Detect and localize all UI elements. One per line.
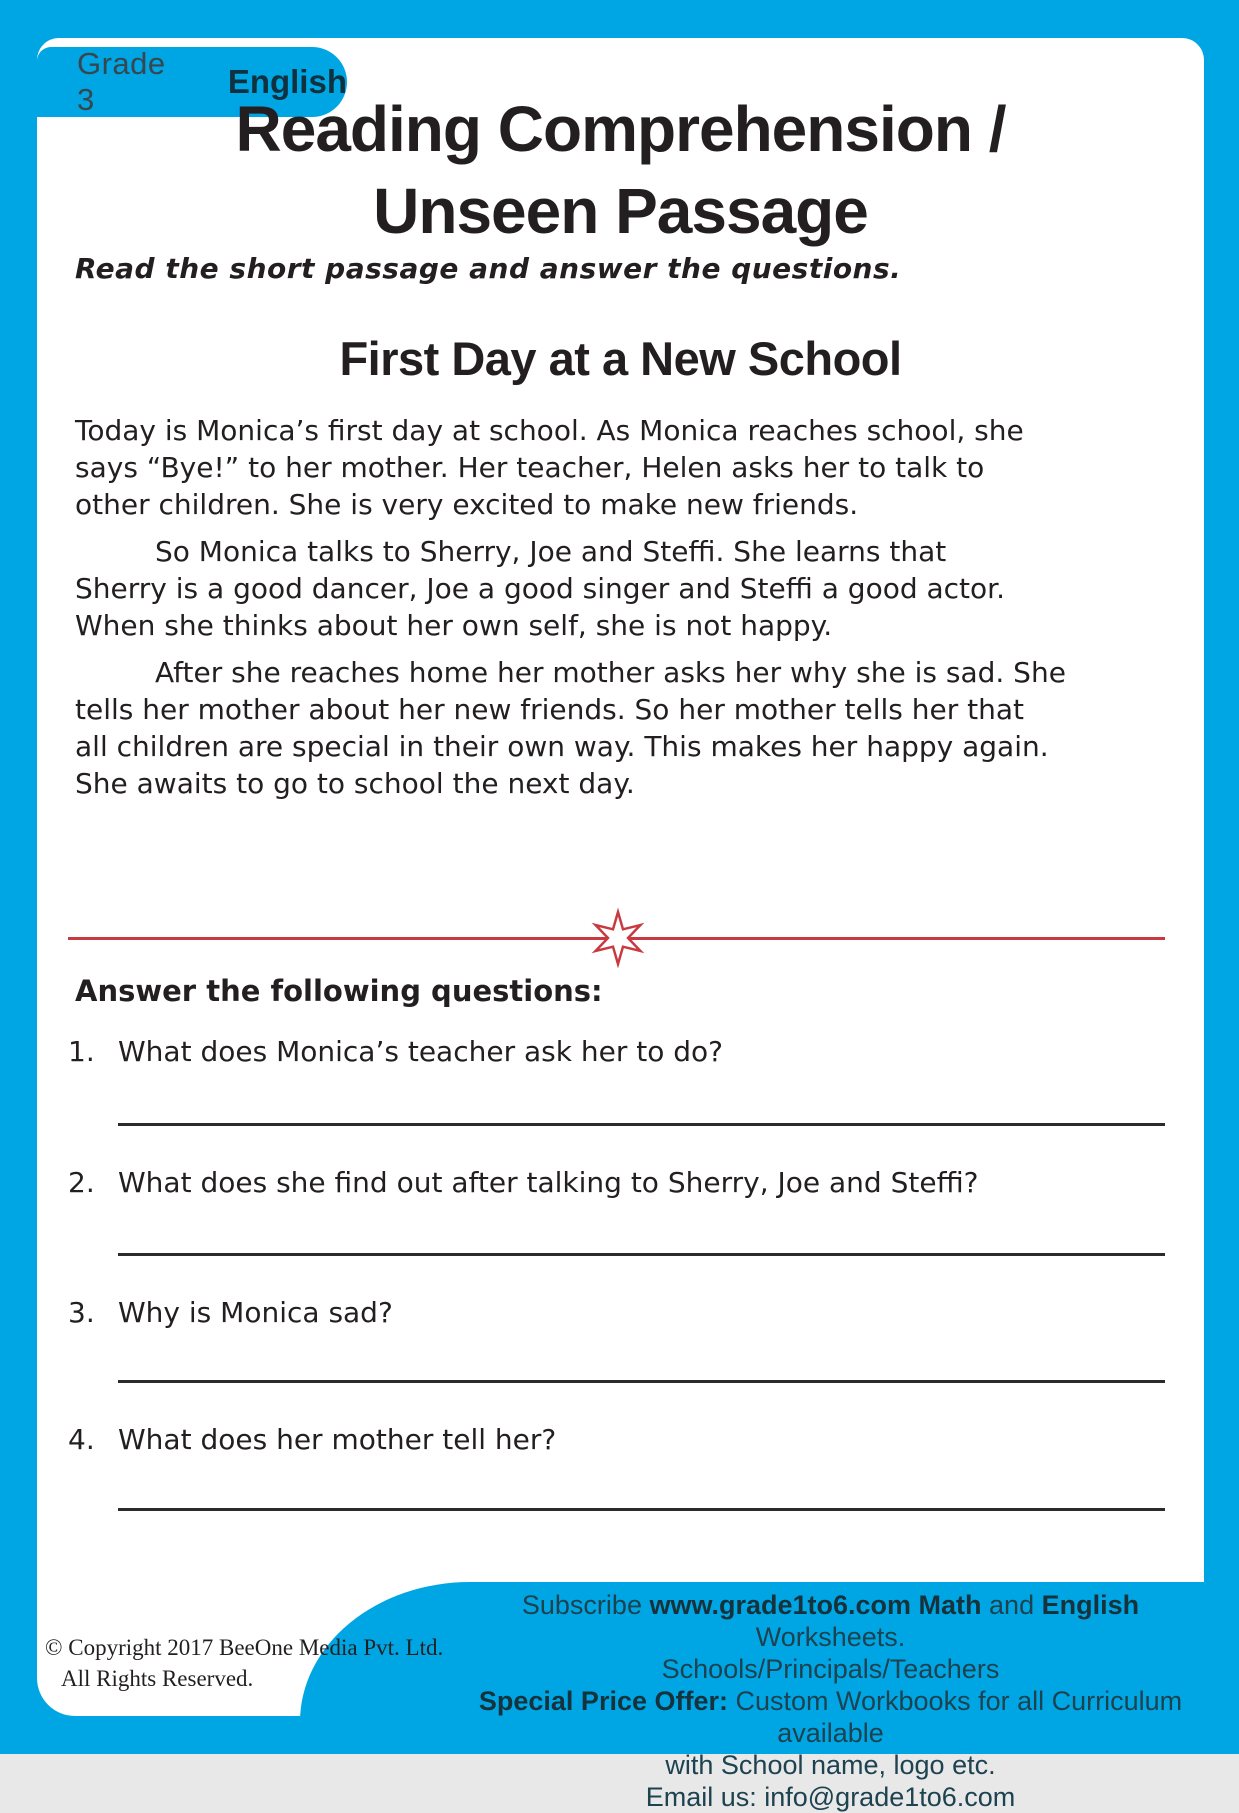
question-item	[68, 1166, 1168, 1199]
question-item	[68, 1296, 1168, 1329]
footer-text	[450, 1589, 1211, 1813]
passage-line: Sherry is a good dancer, Joe a good singer and Steffi a good actor.	[75, 572, 1006, 605]
question-item	[68, 1035, 1168, 1068]
passage-line: tells her mother about her new friends. So her mother tells her that	[75, 693, 1024, 726]
answer-line	[118, 1123, 1165, 1126]
question-text: What does she find out after talking to Sherry, Joe and Steffi?	[118, 1166, 979, 1199]
passage-line: So Monica talks to Sherry, Joe and Steffi. She learns that	[155, 535, 947, 568]
passage-line: She awaits to go to school the next day.	[75, 767, 635, 800]
question-text: What does her mother tell her?	[118, 1423, 557, 1456]
footer-offer-line: Special Price Offer: Custom Workbooks for all Curriculum available	[478, 1686, 1183, 1748]
passage-line: Today is Monica’s first day at school. As Monica reaches school, she	[75, 414, 1024, 447]
footer-subscribe-line: Subscribe www.grade1to6.com Math and English Worksheets.	[521, 1590, 1140, 1652]
passage-line: After she reaches home her mother asks her why she is sad. She	[155, 656, 1066, 689]
page-title	[37, 88, 1204, 252]
question-number: 1.	[68, 1035, 95, 1068]
answer-line	[118, 1253, 1165, 1256]
subject-label: English	[227, 63, 347, 100]
passage-line: When she thinks about her own self, she is not happy.	[75, 609, 833, 642]
question-text: Why is Monica sad?	[118, 1296, 393, 1329]
answer-line	[118, 1508, 1165, 1511]
footer-audience-line: Schools/Principals/Teachers	[661, 1654, 1000, 1684]
footer-email-line: Email us: info@grade1to6.com	[645, 1782, 1016, 1812]
passage-heading: First Day at a New School	[339, 332, 902, 385]
passage-line: says “Bye!” to her mother. Her teacher, Helen asks her to talk to	[75, 451, 985, 484]
page-title-line-1: Reading Comprehension /	[235, 93, 1006, 165]
question-number: 2.	[68, 1166, 95, 1199]
question-number: 4.	[68, 1423, 95, 1456]
page-title-line-2: Unseen Passage	[373, 175, 868, 247]
question-text: What does Monica’s teacher ask her to do?	[118, 1035, 724, 1068]
answer-line	[118, 1380, 1165, 1383]
copyright-line-2: All Rights Reserved.	[61, 1666, 254, 1691]
passage-body	[75, 412, 1167, 812]
worksheet-page	[37, 38, 1204, 1716]
copyright-note	[45, 1632, 443, 1694]
passage-paragraph	[75, 654, 1167, 802]
passage-paragraph	[75, 533, 1167, 644]
divider-star-icon	[591, 911, 645, 965]
questions-heading: Answer the following questions:	[75, 974, 603, 1008]
passage-line: all children are special in their own way. This makes her happy again.	[75, 730, 1049, 763]
passage-line: other children. She is very excited to make new friends.	[75, 488, 859, 521]
instruction-text: Read the short passage and answer the questions.	[75, 252, 902, 285]
footer-custom-line: with School name, logo etc.	[665, 1750, 996, 1780]
question-item	[68, 1423, 1168, 1456]
question-number: 3.	[68, 1296, 95, 1329]
grade-label: Grade 3	[77, 46, 166, 117]
passage-paragraph	[75, 412, 1167, 523]
copyright-line-1: © Copyright 2017 BeeOne Media Pvt. Ltd.	[45, 1635, 444, 1660]
